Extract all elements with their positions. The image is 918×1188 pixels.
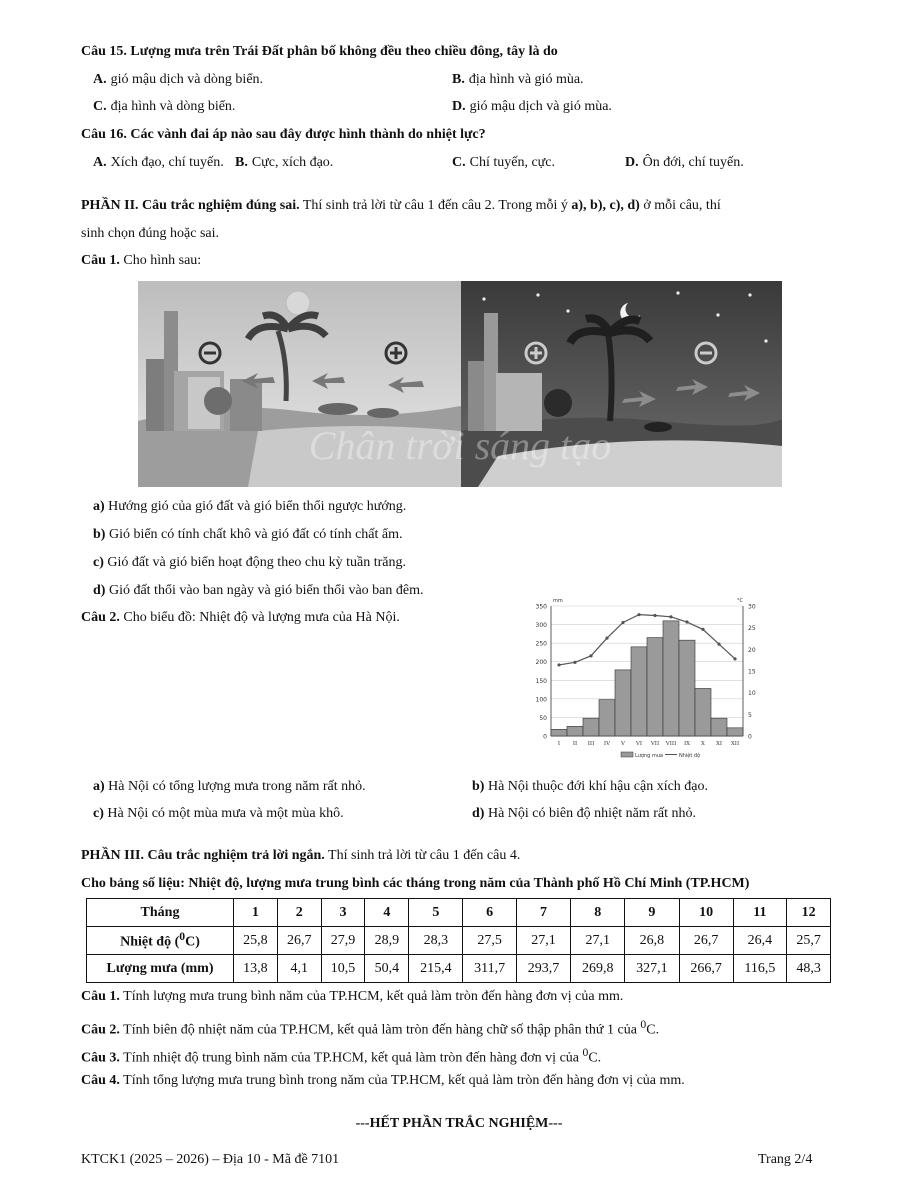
table-header-cell: 8 <box>571 899 625 927</box>
rain-bar <box>695 688 711 736</box>
table-cell: 28,9 <box>365 927 409 955</box>
temperature-point <box>685 620 688 623</box>
temperature-point <box>733 657 736 660</box>
rain-bar <box>727 728 743 736</box>
left-tick-label: 0 <box>543 733 547 741</box>
end-marker: ---HẾT PHẦN TRẮC NGHIỆM--- <box>355 1116 563 1131</box>
x-tick-label: IV <box>603 741 611 747</box>
table-cell: 48,3 <box>787 955 831 983</box>
temperature-point <box>637 613 640 616</box>
table-cell: 27,1 <box>571 927 625 955</box>
table-row-label: Nhiệt độ ($^0$C) <box>87 927 234 955</box>
rain-bar <box>711 718 727 736</box>
part2-q1-item-c[interactable]: c) Gió đất và gió biển hoạt động theo chu kỳ tuần trăng. <box>93 555 406 570</box>
part2-q2-item-c[interactable]: c) Hà Nội có một mùa mưa và một mùa khô. <box>93 806 344 821</box>
footer-page-number: Trang 2/4 <box>758 1152 813 1167</box>
legend-bar-swatch <box>621 752 633 757</box>
left-axis-unit: mm <box>553 598 563 604</box>
table-cell: 28,3 <box>409 927 463 955</box>
table-cell: 26,7 <box>679 927 733 955</box>
table-header-cell: 1 <box>234 899 278 927</box>
hanoi-climate-chart <box>525 594 770 766</box>
q16-option-c[interactable]: C. Chí tuyến, cực. <box>452 155 555 170</box>
table-cell: 13,8 <box>234 955 278 983</box>
part2-q1-item-a[interactable]: a) Hướng gió của gió đất và gió biển thổi ngược hướng. <box>93 499 407 514</box>
table-cell: 26,4 <box>733 927 786 955</box>
table-caption: Cho bảng số liệu: Nhiệt độ, lượng mưa trung bình các tháng trong năm của Thành phố Hồ Chí Minh (TP.HCM) <box>81 876 750 891</box>
chart-svg <box>525 594 770 766</box>
part2-q2-stem: Câu 2. Cho biểu đồ: Nhiệt độ và lượng mưa của Hà Nội. <box>81 610 400 625</box>
part3-q3[interactable]: Câu 3. Tính nhiệt độ trung bình năm của TP.HCM, kết quả làm tròn đến hàng đơn vị của $^0$C. <box>81 1046 602 1066</box>
q16-stem <box>81 126 486 144</box>
rain-bar <box>663 621 679 736</box>
temperature-point <box>653 614 656 617</box>
table-header-cell: 10 <box>679 899 733 927</box>
table-row-label: Lượng mưa (mm) <box>87 955 234 983</box>
table-cell: 116,5 <box>733 955 786 983</box>
legend-bar-label: Lượng mưa <box>635 753 664 759</box>
table-header-cell: 7 <box>516 899 570 927</box>
part2-intro: PHẦN II. Câu trắc nghiệm đúng sai. Thí sinh trả lời từ câu 1 đến câu 2. Trong mỗi ý a), b), c), d) ở mỗi câu, thí <box>81 198 721 213</box>
right-tick-label: 25 <box>748 625 756 633</box>
table-cell: 25,7 <box>787 927 831 955</box>
q16-label: Câu 16. <box>81 127 127 142</box>
part2-q2-item-d[interactable]: d) Hà Nội có biên độ nhiệt năm rất nhỏ. <box>472 806 696 821</box>
table-header-cell: 9 <box>625 899 679 927</box>
right-tick-label: 20 <box>748 646 756 654</box>
table-header-cell: 11 <box>733 899 786 927</box>
right-tick-label: 5 <box>748 711 752 719</box>
table-cell: 26,7 <box>277 927 321 955</box>
q16-option-b[interactable]: B. Cực, xích đạo. <box>235 155 334 170</box>
part3-q2[interactable]: Câu 2. Tính biên độ nhiệt năm của TP.HCM, kết quả làm tròn đến hàng chữ số thập phân thứ 1 của $^0$C. <box>81 1018 660 1038</box>
rain-bar <box>551 729 567 736</box>
part3-heading: PHẦN III. Câu trắc nghiệm trả lời ngắn. <box>81 848 325 863</box>
temperature-point <box>605 636 608 639</box>
footer-exam-code: KTCK1 (2025 – 2026) – Địa 10 - Mã đề 7101 <box>81 1152 340 1167</box>
x-tick-label: VI <box>635 741 643 747</box>
table-cell: 266,7 <box>679 955 733 983</box>
x-tick-label: X <box>701 741 705 747</box>
temperature-point <box>669 615 672 618</box>
temperature-point <box>557 663 560 666</box>
table-header-cell: 5 <box>409 899 463 927</box>
part2-q2-item-b[interactable]: b) Hà Nội thuộc đới khí hậu cận xích đạo. <box>472 779 709 794</box>
table-cell: 4,1 <box>277 955 321 983</box>
part2-q2-item-a[interactable]: a) Hà Nội có tổng lượng mưa trong năm rất nhỏ. <box>93 779 366 794</box>
left-tick-label: 350 <box>535 603 547 611</box>
temperature-point <box>621 621 624 624</box>
q15-text: Lượng mưa trên Trái Đất phân bố không đều theo chiều đông, tây là do <box>130 44 558 59</box>
hcm-climate-table <box>86 898 831 983</box>
temperature-point <box>573 661 576 664</box>
table-header-cell: 6 <box>463 899 516 927</box>
table-row-rainfall <box>87 955 831 983</box>
left-tick-label: 300 <box>535 622 547 630</box>
left-tick-label: 50 <box>539 714 547 722</box>
q15-option-b[interactable]: B. địa hình và gió mùa. <box>452 72 584 87</box>
part2-q1-stem: Câu 1. Cho hình sau: <box>81 253 202 268</box>
q15-option-a[interactable]: A. gió mậu dịch và dòng biển. <box>93 72 264 87</box>
temperature-point <box>717 643 720 646</box>
x-tick-label: V <box>621 741 625 747</box>
rain-bar <box>615 670 631 736</box>
q16-option-a[interactable]: A. Xích đạo, chí tuyến. <box>93 155 224 170</box>
sea-land-breeze-illustration <box>138 281 782 487</box>
q16-text: Các vành đai áp nào sau đây được hình thành do nhiệt lực? <box>130 127 486 142</box>
part2-q1-item-b[interactable]: b) Gió biển có tính chất khô và gió đất có tính chất ẩm. <box>93 527 403 542</box>
table-cell: 215,4 <box>409 955 463 983</box>
x-tick-label: II <box>572 741 578 747</box>
right-axis-unit: °C <box>737 598 743 604</box>
table-header-month: Tháng <box>87 899 234 927</box>
table-header-cell: 3 <box>321 899 365 927</box>
right-tick-label: 15 <box>748 668 756 676</box>
table-header-cell: 4 <box>365 899 409 927</box>
left-tick-label: 100 <box>535 696 547 704</box>
table-cell: 27,5 <box>463 927 516 955</box>
left-tick-label: 150 <box>535 677 547 685</box>
table-cell: 10,5 <box>321 955 365 983</box>
table-cell: 311,7 <box>463 955 516 983</box>
part3-q4[interactable]: Câu 4. Tính tổng lượng mưa trung bình trong năm của TP.HCM, kết quả làm tròn đến hàng đơn vị của mm. <box>81 1073 685 1088</box>
table-cell: 25,8 <box>234 927 278 955</box>
rain-bar <box>631 647 647 736</box>
part3-intro: PHẦN III. Câu trắc nghiệm trả lời ngắn. Thí sinh trả lời từ câu 1 đến câu 4. <box>81 848 521 863</box>
table-header-cell: 12 <box>787 899 831 927</box>
x-tick-label: IX <box>683 741 691 747</box>
table-cell: 27,1 <box>516 927 570 955</box>
x-tick-label: VIII <box>665 741 677 747</box>
rain-bar <box>679 640 695 736</box>
rain-bar <box>647 638 663 736</box>
rain-bar <box>599 700 615 736</box>
legend-line-label: Nhiệt độ <box>679 753 701 759</box>
part2-heading: PHẦN II. Câu trắc nghiệm đúng sai. <box>81 198 300 213</box>
table-row-temperature <box>87 927 831 955</box>
temperature-point <box>701 628 704 631</box>
q16-option-d[interactable]: D. Ôn đới, chí tuyến. <box>625 155 744 170</box>
part3-q1[interactable]: Câu 1. Tính lượng mưa trung bình năm của TP.HCM, kết quả làm tròn đến hàng đơn vị của mm. <box>81 989 624 1004</box>
table-cell: 27,9 <box>321 927 365 955</box>
q15-option-d[interactable]: D. gió mậu dịch và gió mùa. <box>452 99 612 114</box>
x-tick-label: I <box>557 741 561 747</box>
x-tick-label: XI <box>715 741 723 747</box>
rain-bar <box>583 718 599 736</box>
part2-intro-line2: sinh chọn đúng hoặc sai. <box>81 226 220 241</box>
table-header-cell: 2 <box>277 899 321 927</box>
x-tick-label: XII <box>730 741 740 747</box>
table-cell: 327,1 <box>625 955 679 983</box>
table-cell: 293,7 <box>516 955 570 983</box>
x-tick-label: III <box>587 741 595 747</box>
table-cell: 50,4 <box>365 955 409 983</box>
q15-stem <box>81 43 558 61</box>
part2-q1-item-d[interactable]: d) Gió đất thổi vào ban ngày và gió biển thổi vào ban đêm. <box>93 583 424 598</box>
left-tick-label: 250 <box>535 640 547 648</box>
left-tick-label: 200 <box>535 659 547 667</box>
watermark: Chân trời sáng tạo <box>308 423 612 468</box>
x-tick-label: VII <box>650 741 660 747</box>
right-tick-label: 0 <box>748 733 752 741</box>
q15-option-c[interactable]: C. địa hình và dòng biển. <box>93 99 236 114</box>
table-cell: 26,8 <box>625 927 679 955</box>
q15-label: Câu 15. <box>81 44 127 59</box>
table-header-row <box>87 899 831 927</box>
temperature-point <box>589 654 592 657</box>
right-tick-label: 30 <box>748 603 756 611</box>
right-tick-label: 10 <box>748 690 756 698</box>
rain-bar <box>567 726 583 736</box>
table-cell: 269,8 <box>571 955 625 983</box>
